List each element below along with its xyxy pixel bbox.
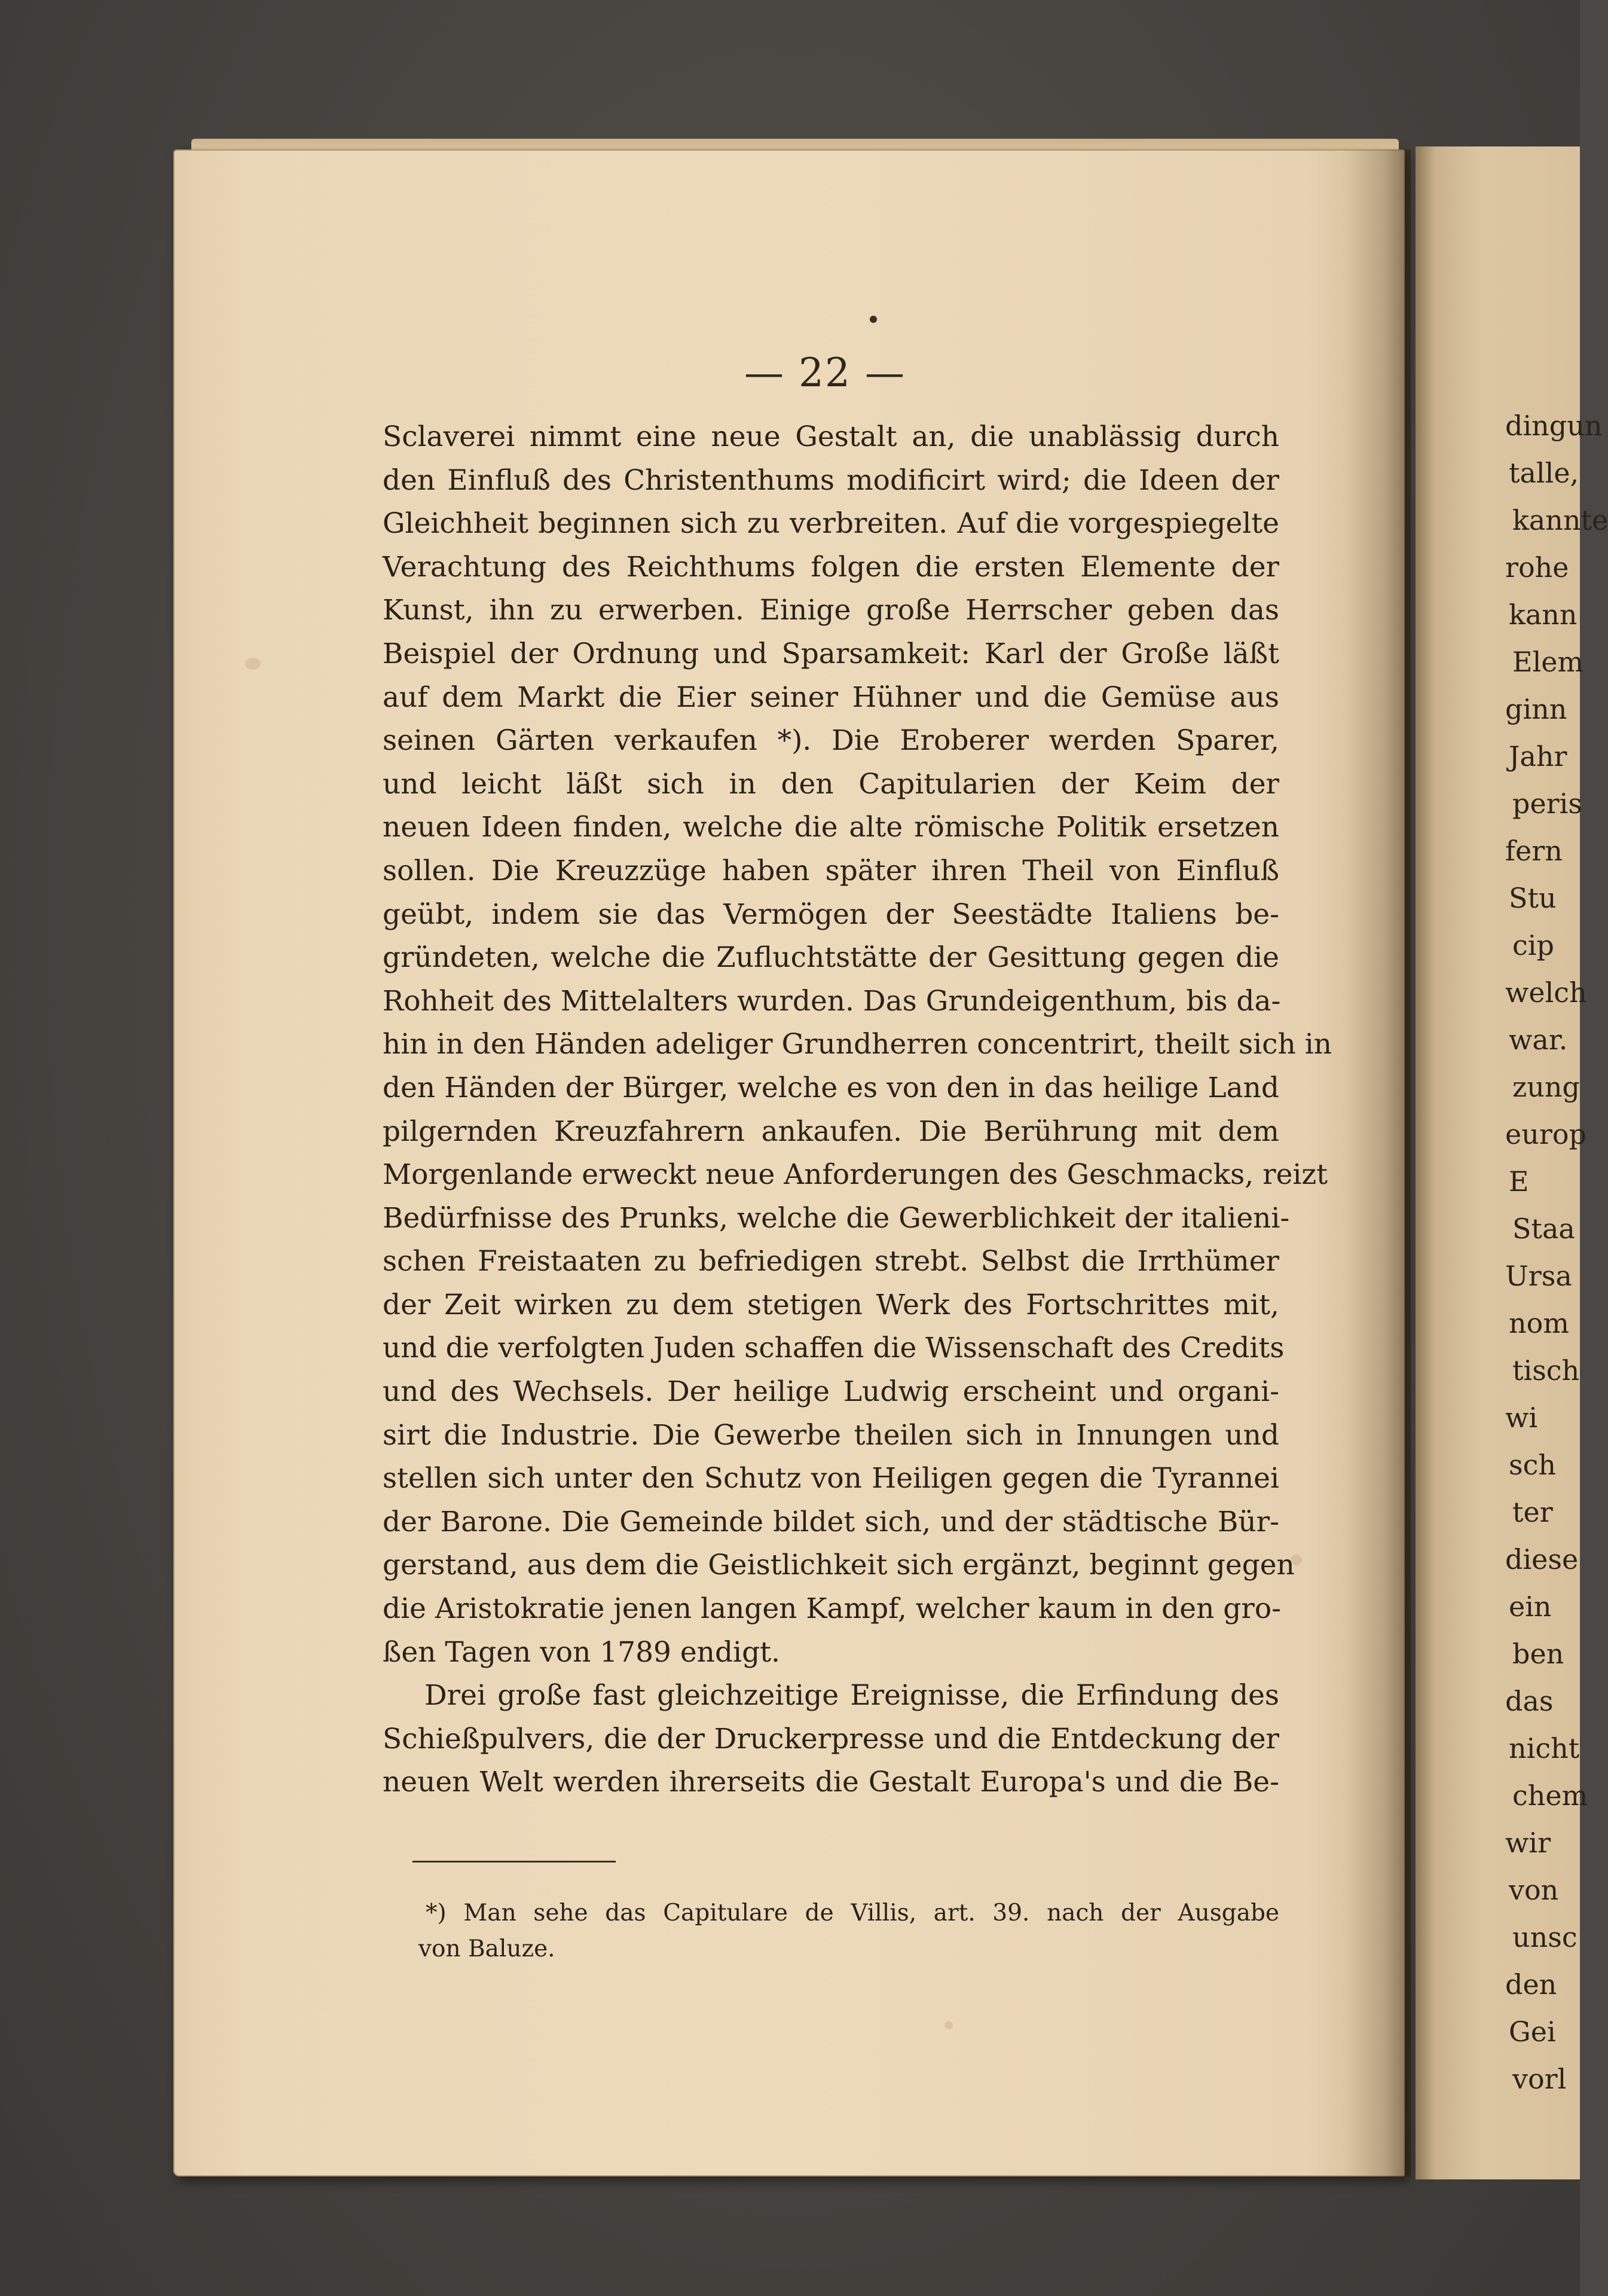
right-page-text-fragment: zung bbox=[1512, 1071, 1580, 1103]
text-line: Verachtung des Reichthums folgen die ersten Elemente der bbox=[383, 550, 1279, 584]
right-page-text-fragment: Staa bbox=[1512, 1213, 1575, 1245]
text-line: Bedürfnisse des Prunks, welche die Gewerblichkeit der italieni- bbox=[383, 1201, 1290, 1235]
right-page-text-fragment: rohe bbox=[1505, 551, 1569, 584]
text-line: und leicht läßt sich in den Capitularien der Keim der bbox=[383, 767, 1279, 801]
text-line: gerstand, aus dem die Geistlichkeit sich ergänzt, beginnt gegen bbox=[383, 1549, 1295, 1582]
right-page-text-fragment: kann bbox=[1509, 599, 1578, 631]
text-line: hin in den Händen adeliger Grundherren concentrirt, theilt sich in bbox=[383, 1028, 1332, 1061]
right-page-text-fragment: ben bbox=[1512, 1638, 1564, 1670]
foxing-spot bbox=[944, 2021, 953, 2029]
text-line: Morgenlande erweckt neue Anforderungen des Geschmacks, reizt bbox=[383, 1158, 1328, 1192]
text-line: geübt, indem sie das Vermögen der Seestädte Italiens be- bbox=[383, 897, 1279, 931]
right-page-text-fragment: diese bbox=[1505, 1543, 1579, 1576]
text-line: sollen. Die Kreuzzüge haben später ihren Theil von Einfluß bbox=[383, 854, 1279, 887]
text-line: schen Freistaaten zu befriedigen strebt. Selbst die Irrthümer bbox=[383, 1245, 1279, 1278]
right-page-text-fragment: ein bbox=[1509, 1590, 1552, 1623]
ink-dot bbox=[870, 316, 877, 323]
right-page-text-fragment: wir bbox=[1505, 1827, 1551, 1859]
right-page-text-fragment: europ bbox=[1505, 1118, 1586, 1150]
text-line: der Zeit wirken zu dem stetigen Werk des Fortschrittes mit, bbox=[383, 1288, 1279, 1321]
text-line: pilgernden Kreuzfahrern ankaufen. Die Berührung mit dem bbox=[383, 1115, 1279, 1148]
text-line: Beispiel der Ordnung und Sparsamkeit: Karl der Große läßt bbox=[383, 637, 1279, 670]
right-page-text-fragment: chem bbox=[1512, 1779, 1588, 1812]
text-line: neuen Ideen finden, welche die alte römische Politik ersetzen bbox=[383, 811, 1279, 844]
right-page-text-fragment: ginn bbox=[1505, 693, 1567, 725]
right-page-text-fragment: vorl bbox=[1512, 2063, 1567, 2095]
right-page-text-fragment: dingun bbox=[1505, 410, 1603, 442]
main-paragraph bbox=[383, 416, 1332, 1674]
text-line: Drei große fast gleichzeitige Ereignisse, die Erfindung des bbox=[424, 1679, 1279, 1712]
foxing-spot bbox=[245, 658, 261, 670]
right-page-text-fragment: von bbox=[1509, 1874, 1559, 1906]
right-page-text-fragment: Elem bbox=[1512, 646, 1584, 678]
text-line: den Händen der Bürger, welche es von den in das heilige Land bbox=[383, 1071, 1279, 1104]
right-page-text-fragment: ter bbox=[1512, 1496, 1553, 1528]
text-line: und die verfolgten Juden schaffen die Wissenschaft des Credits bbox=[383, 1332, 1285, 1365]
footnote-line: *) Man sehe das Capitulare de Villis, art. 39. nach der Ausgabe bbox=[426, 1900, 1279, 1926]
right-page-text-fragment: peris bbox=[1512, 787, 1582, 820]
text-line: Gleichheit beginnen sich zu verbreiten. Auf die vorgespiegelte bbox=[383, 507, 1279, 541]
text-line: Sclaverei nimmt eine neue Gestalt an, die unablässig durch bbox=[383, 420, 1279, 453]
text-line: der Barone. Die Gemeinde bildet sich, und der städtische Bür- bbox=[383, 1505, 1279, 1538]
text-line: Schießpulvers, die der Druckerpresse und die Entdeckung der bbox=[383, 1722, 1279, 1755]
right-page-text-fragment: Stu bbox=[1509, 882, 1557, 914]
right-page-text-fragment: Jahr bbox=[1509, 740, 1567, 773]
right-page-text-fragment: war. bbox=[1509, 1024, 1568, 1056]
right-page-text-fragment: fern bbox=[1505, 835, 1563, 867]
right-page-text-fragment: wi bbox=[1505, 1402, 1538, 1434]
right-page-fragment bbox=[1416, 146, 1608, 2179]
right-page-text-fragment: unsc bbox=[1512, 1921, 1578, 1953]
text-line: stellen sich unter den Schutz von Heiligen gegen die Tyrannei bbox=[383, 1462, 1279, 1495]
text-line: ßen Tagen von 1789 endigt. bbox=[383, 1635, 780, 1669]
right-page-text-fragment: nicht bbox=[1509, 1732, 1580, 1764]
right-page-text-fragment: den bbox=[1505, 1968, 1557, 2001]
right-page-text-fragment: kannte bbox=[1512, 504, 1608, 536]
second-paragraph bbox=[383, 1674, 1279, 1805]
text-line: Rohheit des Mittelalters wurden. Das Grundeigenthum, bis da- bbox=[383, 984, 1281, 1018]
right-page-text-fragment: E bbox=[1509, 1165, 1529, 1198]
text-line: neuen Welt werden ihrerseits die Gestalt Europa's und die Be- bbox=[383, 1766, 1279, 1799]
book-gutter-shadow bbox=[1345, 149, 1411, 2176]
right-page-text-fragment: das bbox=[1505, 1685, 1554, 1717]
right-page-text-fragment: welch bbox=[1505, 976, 1587, 1009]
page-number: — 22 — bbox=[744, 350, 906, 396]
footnote-separator bbox=[412, 1861, 616, 1863]
right-page-text-fragment: tisch bbox=[1512, 1354, 1580, 1387]
footnote-line: von Baluze. bbox=[418, 1935, 555, 1962]
text-line: und des Wechsels. Der heilige Ludwig erscheint und organi- bbox=[383, 1375, 1279, 1409]
text-line: auf dem Markt die Eier seiner Hühner und die Gemüse aus bbox=[383, 680, 1279, 714]
right-page-text-fragment: talle, bbox=[1509, 457, 1579, 489]
right-page-text-fragment: cip bbox=[1512, 929, 1554, 961]
right-page-text-fragment: Gei bbox=[1509, 2016, 1556, 2048]
footnote bbox=[418, 1895, 1279, 1967]
text-line: den Einfluß des Christenthums modificirt wird; die Ideen der bbox=[383, 463, 1279, 497]
right-page-text-fragment: sch bbox=[1509, 1449, 1556, 1481]
text-line: gründeten, welche die Zufluchtstätte der Gesittung gegen die bbox=[383, 941, 1279, 975]
right-page-text-fragment: Ursa bbox=[1505, 1260, 1572, 1292]
right-page-text-fragment: nom bbox=[1509, 1307, 1569, 1339]
text-line: Kunst, ihn zu erwerben. Einige große Herrscher geben das bbox=[383, 594, 1279, 627]
text-line: die Aristokratie jenen langen Kampf, welcher kaum in den gro- bbox=[383, 1592, 1282, 1626]
text-line: sirt die Industrie. Die Gewerbe theilen sich in Innungen und bbox=[383, 1418, 1279, 1452]
text-line: seinen Gärten verkaufen *). Die Eroberer werden Sparer, bbox=[383, 724, 1279, 758]
